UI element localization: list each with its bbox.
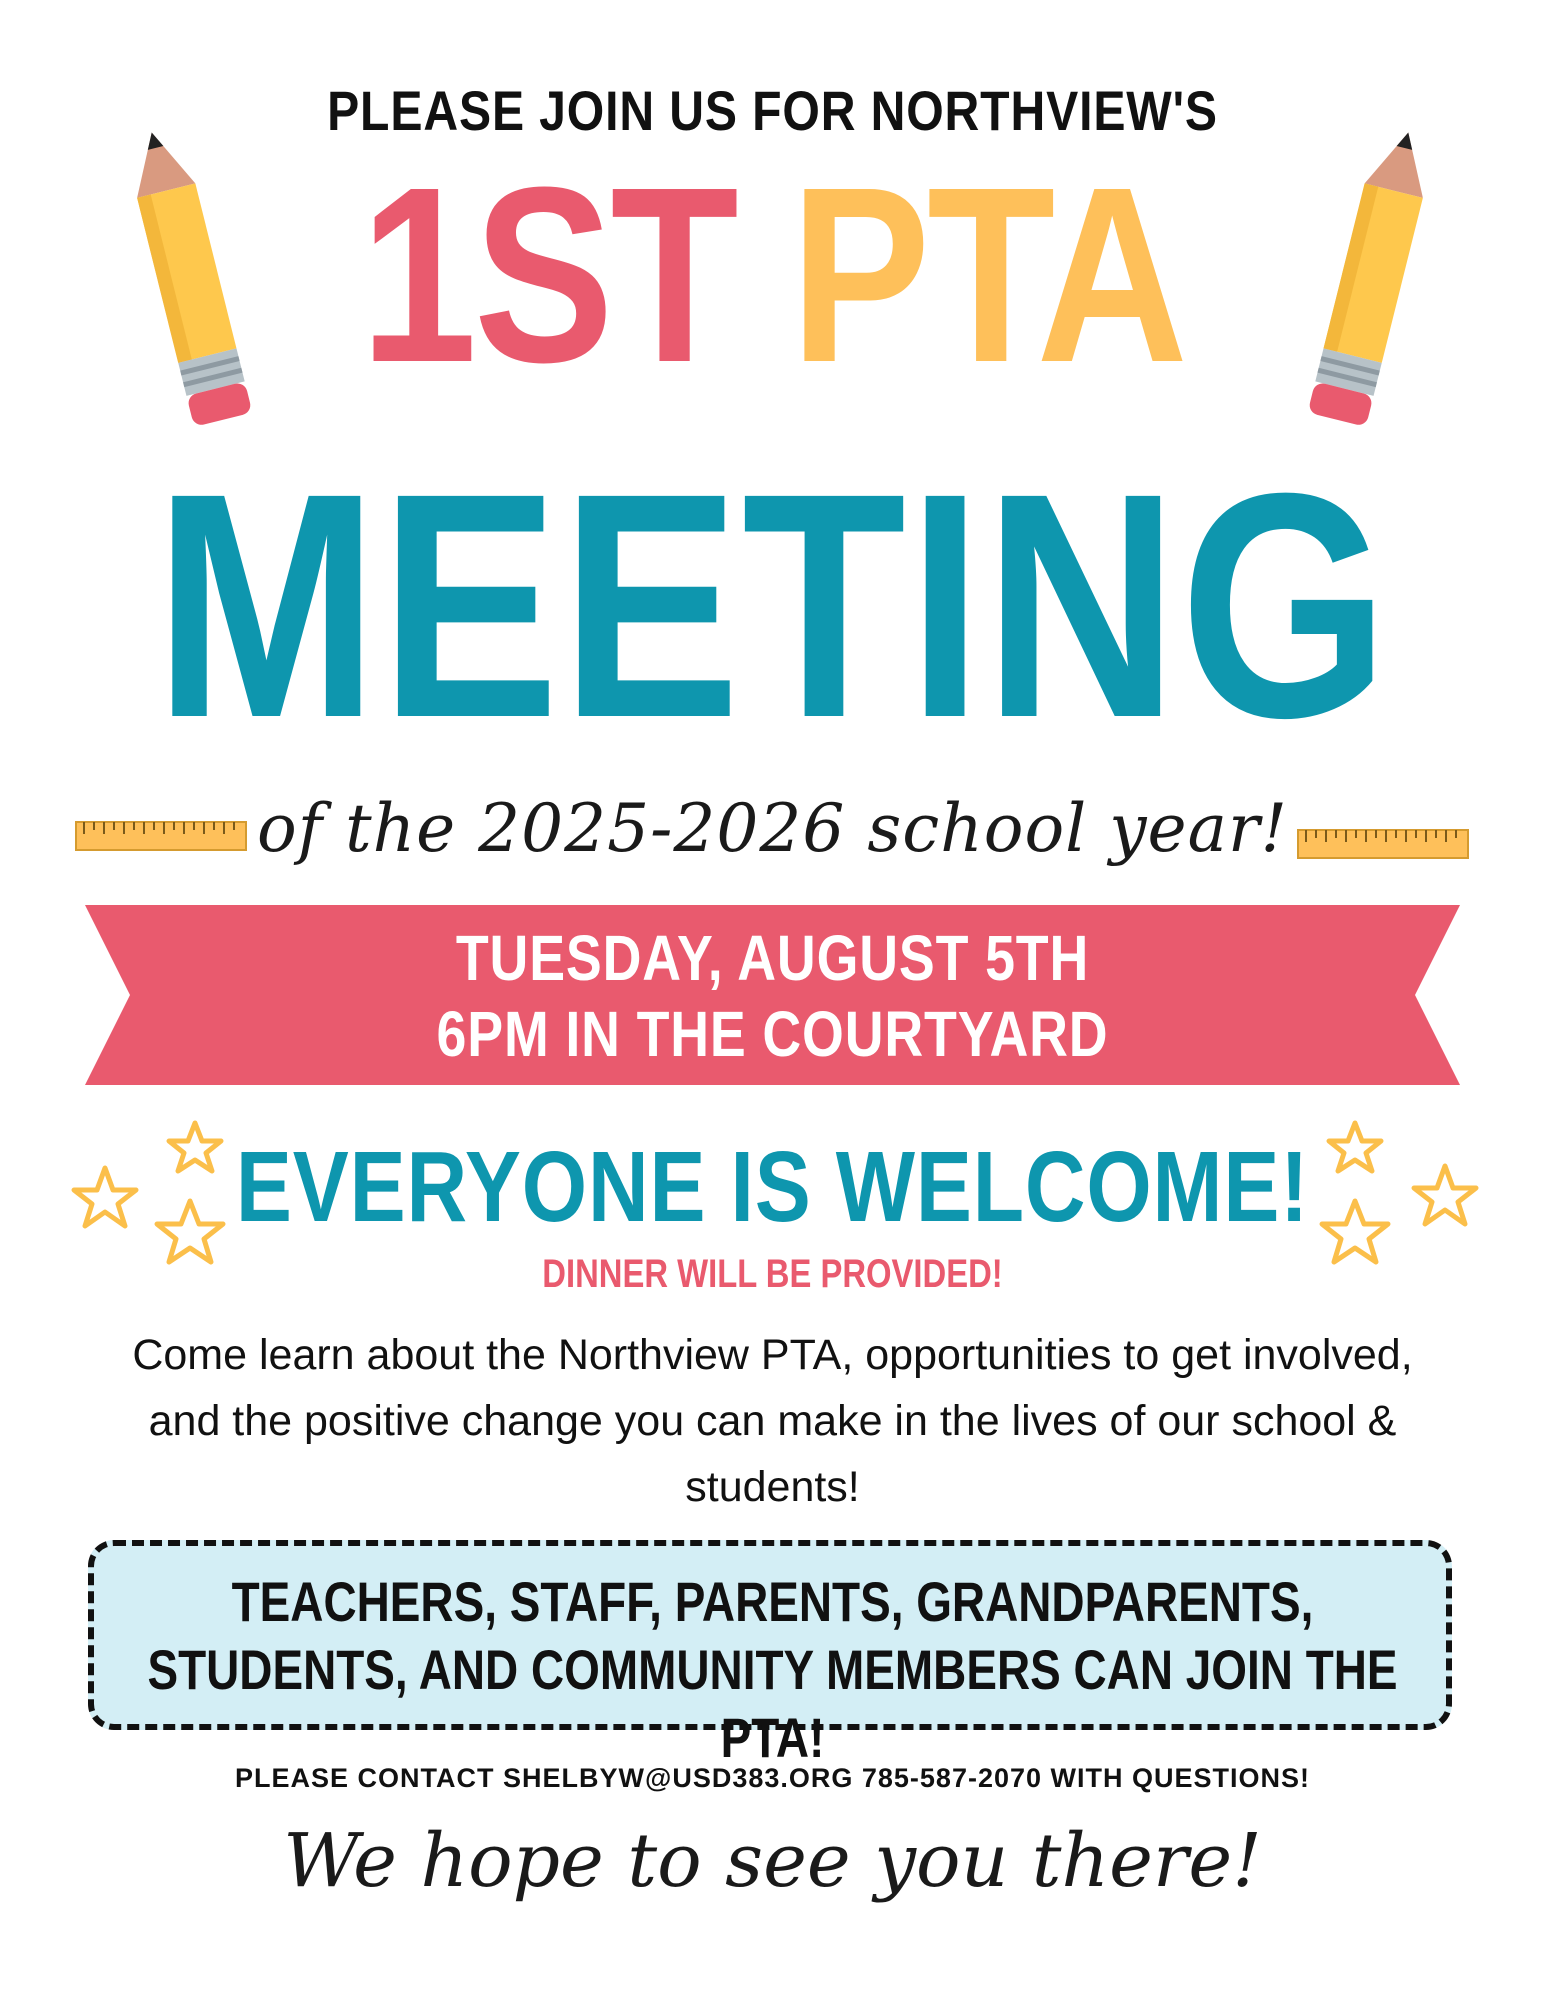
intro-heading: PLEASE JOIN US FOR NORTHVIEW'S (327, 79, 1218, 142)
membership-line-2: STUDENTS, AND COMMUNITY MEMBERS CAN JOIN THE PTA! (147, 1638, 1398, 1769)
membership-line-1: TEACHERS, STAFF, PARENTS, GRANDPARENTS, (231, 1570, 1314, 1633)
title-pta: PTA (790, 135, 1185, 414)
title-1st: 1ST (360, 135, 736, 414)
contact-info: PLEASE CONTACT SHELBYW@USD383.ORG 785-587-2070 WITH QUESTIONS! (234, 1763, 1311, 1793)
event-time-location: 6PM IN THE COURTYARD (436, 998, 1109, 1070)
membership-text (139, 1568, 1406, 1772)
banner-text (124, 920, 1422, 1072)
title-1st-pta (124, 135, 1422, 414)
event-date: TUESDAY, AUGUST 5TH (455, 922, 1090, 994)
title-meeting: MEETING (154, 426, 1391, 784)
description-paragraph: Come learn about the Northview PTA, opportunities to get involved, and the positive change you can make in the lives of our school & students! (132, 1331, 1413, 1511)
welcome-heading: EVERYONE IS WELCOME! (235, 1131, 1310, 1243)
subtitle-school-year: of the 2025-2026 school year! (256, 790, 1289, 867)
closing-message: We hope to see you there! (283, 1818, 1262, 1904)
dinner-note: DINNER WILL BE PROVIDED! (542, 1252, 1003, 1296)
